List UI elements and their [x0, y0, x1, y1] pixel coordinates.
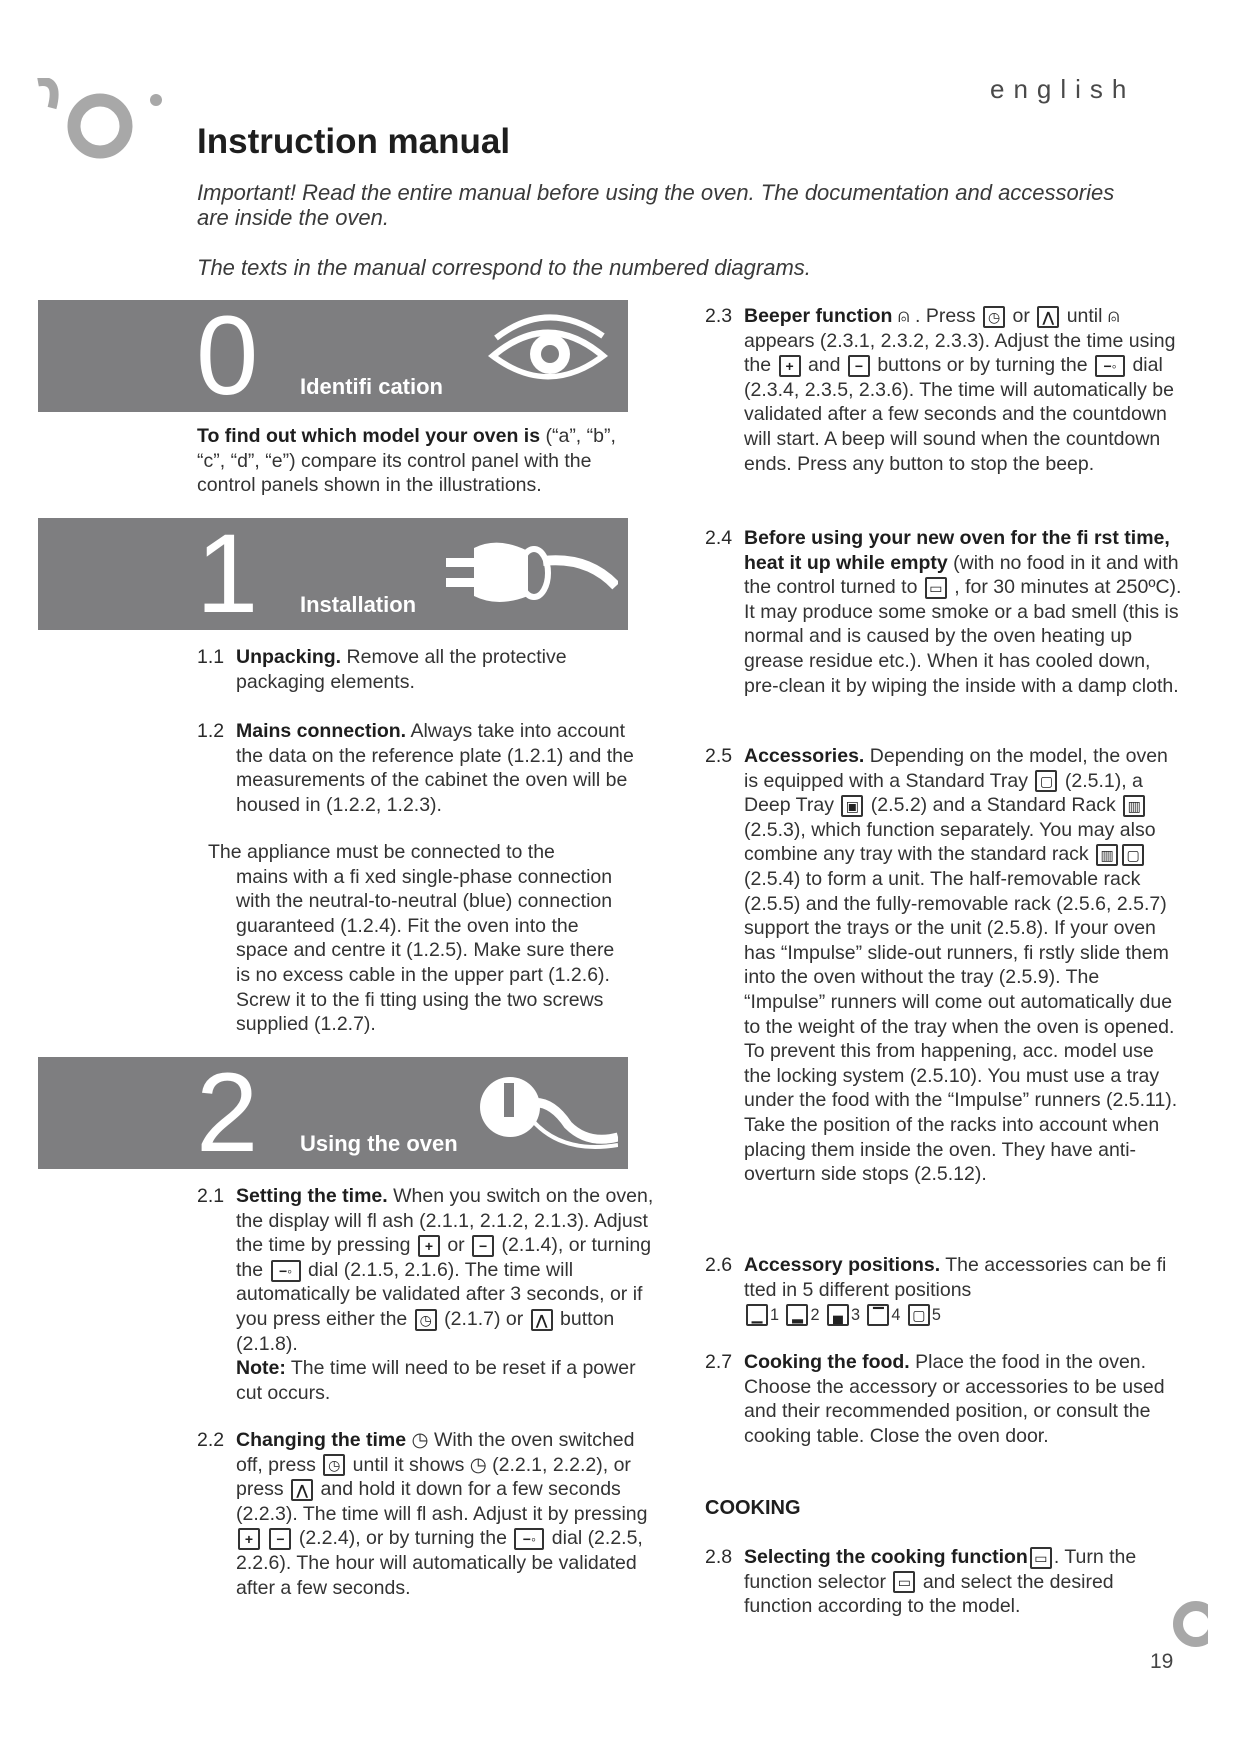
- position-3-icon: ▄ 3: [825, 1303, 860, 1325]
- position-5-icon: ▢ 5: [906, 1303, 941, 1325]
- brand-logo-icon: [34, 78, 164, 168]
- dial-icon: −◦: [271, 1260, 301, 1282]
- intro-important: Important! Read the entire manual before using the oven. The documentation and accessories are inside the oven.: [197, 180, 1115, 230]
- function-selector-icon: ▭: [893, 1571, 915, 1593]
- bell-icon: ⍝: [1107, 305, 1120, 327]
- page-title: Instruction manual: [197, 122, 511, 161]
- function-icon: ▭: [1030, 1547, 1052, 1569]
- clock-button-icon: ◷: [323, 1454, 345, 1476]
- intro-note: The texts in the manual correspond to the numbered diagrams.: [197, 255, 811, 280]
- standard-tray-icon: ▢: [1122, 844, 1144, 866]
- instruction-2-5: 2.5 Accessories. Depending on the model, the oven is equipped with a Standard Tray ▢ (2.5.1), a Deep Tray ▣ (2.5.2) and a Standard Rack ▥ (2.5.3), which function separately. You may also combine any tray with the standard rack ▥ ▢ (2.5.4) to form a unit. The half-removable rack (2.5.5) and the fully-removable rack (2.5.6, 2.5.7) support the trays or the unit (2.5.8). If your oven has “Impulse” slide-out runners, fi rstly slide them into the oven without the tray (2.5.9). The “Impulse” runners will come out automatically due to the weight of the tray when the oven is opened. To prevent this from happening, acc. model use the locking system (2.5.10). You must use a tray under the food with the “Impulse” runners (2.5.11). Take the position of the racks into account when placing them inside the oven. They have anti-overturn side stops (2.5.12).: [705, 745, 1178, 1186]
- section-number: 2: [196, 1050, 259, 1175]
- instruction-2-4: 2.4 Before using your new oven for the fi rst time, heat it up while empty (with no food in it and with the control turned to ▭ , for 30 minutes at 250ºC). It may produce some smoke or a bad smell (this is normal and is caused by the oven heating up grease residue etc.). When it has cooled down, pre-clean it by wiping the inside with a damp cloth.: [705, 527, 1182, 697]
- instruction-1-2: 1.2 Mains connection. Always take into account the data on the reference plate (1.2.1) and the measurements of the cabinet the oven will be housed in (1.2.2, 1.2.3).: [197, 720, 634, 816]
- cooking-heading: COOKING: [705, 1497, 801, 1519]
- bell-icon: ⍝: [892, 305, 910, 327]
- instruction-2-8: 2.8 Selecting the cooking function ▭ . Turn the function selector ▭ and select the desired function according to the model.: [705, 1546, 1137, 1618]
- clock-button-icon: ◷: [415, 1309, 437, 1331]
- standard-tray-icon: ▢: [1035, 770, 1057, 792]
- up-button-icon: ⋀: [531, 1309, 553, 1331]
- finger-knob-icon: [468, 1065, 618, 1160]
- section-title: Installation: [300, 592, 417, 617]
- deep-tray-icon: ▣: [841, 795, 863, 817]
- position-2-icon: ▂ 2: [784, 1303, 819, 1325]
- plus-button-icon: +: [779, 355, 801, 377]
- identification-text: To find out which model your oven is (“a”, “b”, “c”, “d”, “e”) compare its control panel with the control panels shown in the illustrations.: [197, 425, 616, 497]
- section-title: Using the oven: [300, 1131, 458, 1156]
- standard-rack-icon: ▥: [1096, 844, 1118, 866]
- plug-icon: [438, 526, 618, 616]
- clock-icon: ◷: [469, 1453, 487, 1476]
- instruction-1-1: 1.1 Unpacking. Remove all the protective packaging elements.: [197, 646, 567, 693]
- instruction-2-6: 2.6 Accessory positions. The accessories can be fi tted in 5 different positions ▁ 1 ▂ 2 ▄ 3 ▔ 4 ▢ 5: [705, 1254, 1167, 1325]
- section-banner-using-oven: [38, 1050, 628, 1175]
- minus-button-icon: −: [472, 1235, 494, 1257]
- instruction-1-2-continued: The appliance must be connected to the mains with a fi xed single-phase connection with the neutral-to-neutral (blue) connection guaranteed (1.2.4). Fit the oven into the space and centre it (1.2.5). Make sure there is no excess cable in the upper part (1.2.6). Screw it to the fi tting using the two screws supplied (1.2.7).: [208, 841, 615, 1036]
- clock-icon: ◷: [406, 1429, 429, 1451]
- section-title: Identifi cation: [300, 374, 443, 399]
- minus-button-icon: −: [848, 355, 870, 377]
- eye-icon: [478, 308, 618, 398]
- up-button-icon: ⋀: [1037, 306, 1059, 328]
- plus-button-icon: +: [418, 1235, 440, 1257]
- clock-button-icon: ◷: [983, 306, 1005, 328]
- off-position-icon: ▭: [925, 577, 947, 599]
- position-1-icon: ▁ 1: [744, 1303, 779, 1325]
- instruction-2-7: 2.7 Cooking the food. Place the food in the oven. Choose the accessory or accessories to be used and their recommended position, or consult the cooking table. Close the oven door.: [705, 1351, 1165, 1447]
- section-number: 0: [196, 293, 259, 418]
- page-number: 19: [1150, 1650, 1174, 1673]
- dial-icon: −◦: [514, 1528, 544, 1550]
- section-banner-installation: [38, 511, 628, 636]
- position-4-icon: ▔ 4: [865, 1303, 900, 1325]
- instruction-2-2: 2.2 Changing the time ◷ With the oven switched off, press ◷ until it shows ◷ (2.2.1, 2.2.2), or press ⋀ and hold it down for a few seconds (2.2.3). The time will fl ash. Adjust it by pressing + − (2.2.4), or by turning the −◦ dial (2.2.5, 2.2.6). The hour will automatically be validated after a few seconds.: [197, 1429, 648, 1599]
- language-label: english: [990, 74, 1136, 104]
- section-banner-identification: [38, 293, 628, 418]
- plus-button-icon: +: [238, 1528, 260, 1550]
- standard-rack-icon: ▥: [1123, 795, 1145, 817]
- section-number: 1: [196, 511, 259, 636]
- instruction-2-1: 2.1 Setting the time. When you switch on the oven, the display will fl ash (2.1.1, 2.1.2, 2.1.3). Adjust the time by pressing + or − (2.1.4), or turning the −◦ dial (2.1.5, 2.1.6). The time will automatically be validated after 3 seconds, or if you press either the ◷ (2.1.7) or ⋀ button (2.1.8). Note: The time will need to be reset if a power cut occurs.: [197, 1185, 654, 1404]
- corner-logo-icon: [1168, 1596, 1208, 1652]
- instruction-2-3: 2.3 Beeper function ⍝ . Press ◷ or ⋀ until ⍝ appears (2.3.1, 2.3.2, 2.3.3). Adjust the time using the + and − buttons or by turning the −◦ dial (2.3.4, 2.3.5, 2.3.6). The time will automatically be validated after a few seconds and the countdown will start. A beep will sound when the countdown ends. Press any button to stop the beep.: [705, 305, 1176, 475]
- dial-icon: −◦: [1095, 355, 1125, 377]
- up-button-icon: ⋀: [291, 1479, 313, 1501]
- minus-button-icon: −: [269, 1528, 291, 1550]
